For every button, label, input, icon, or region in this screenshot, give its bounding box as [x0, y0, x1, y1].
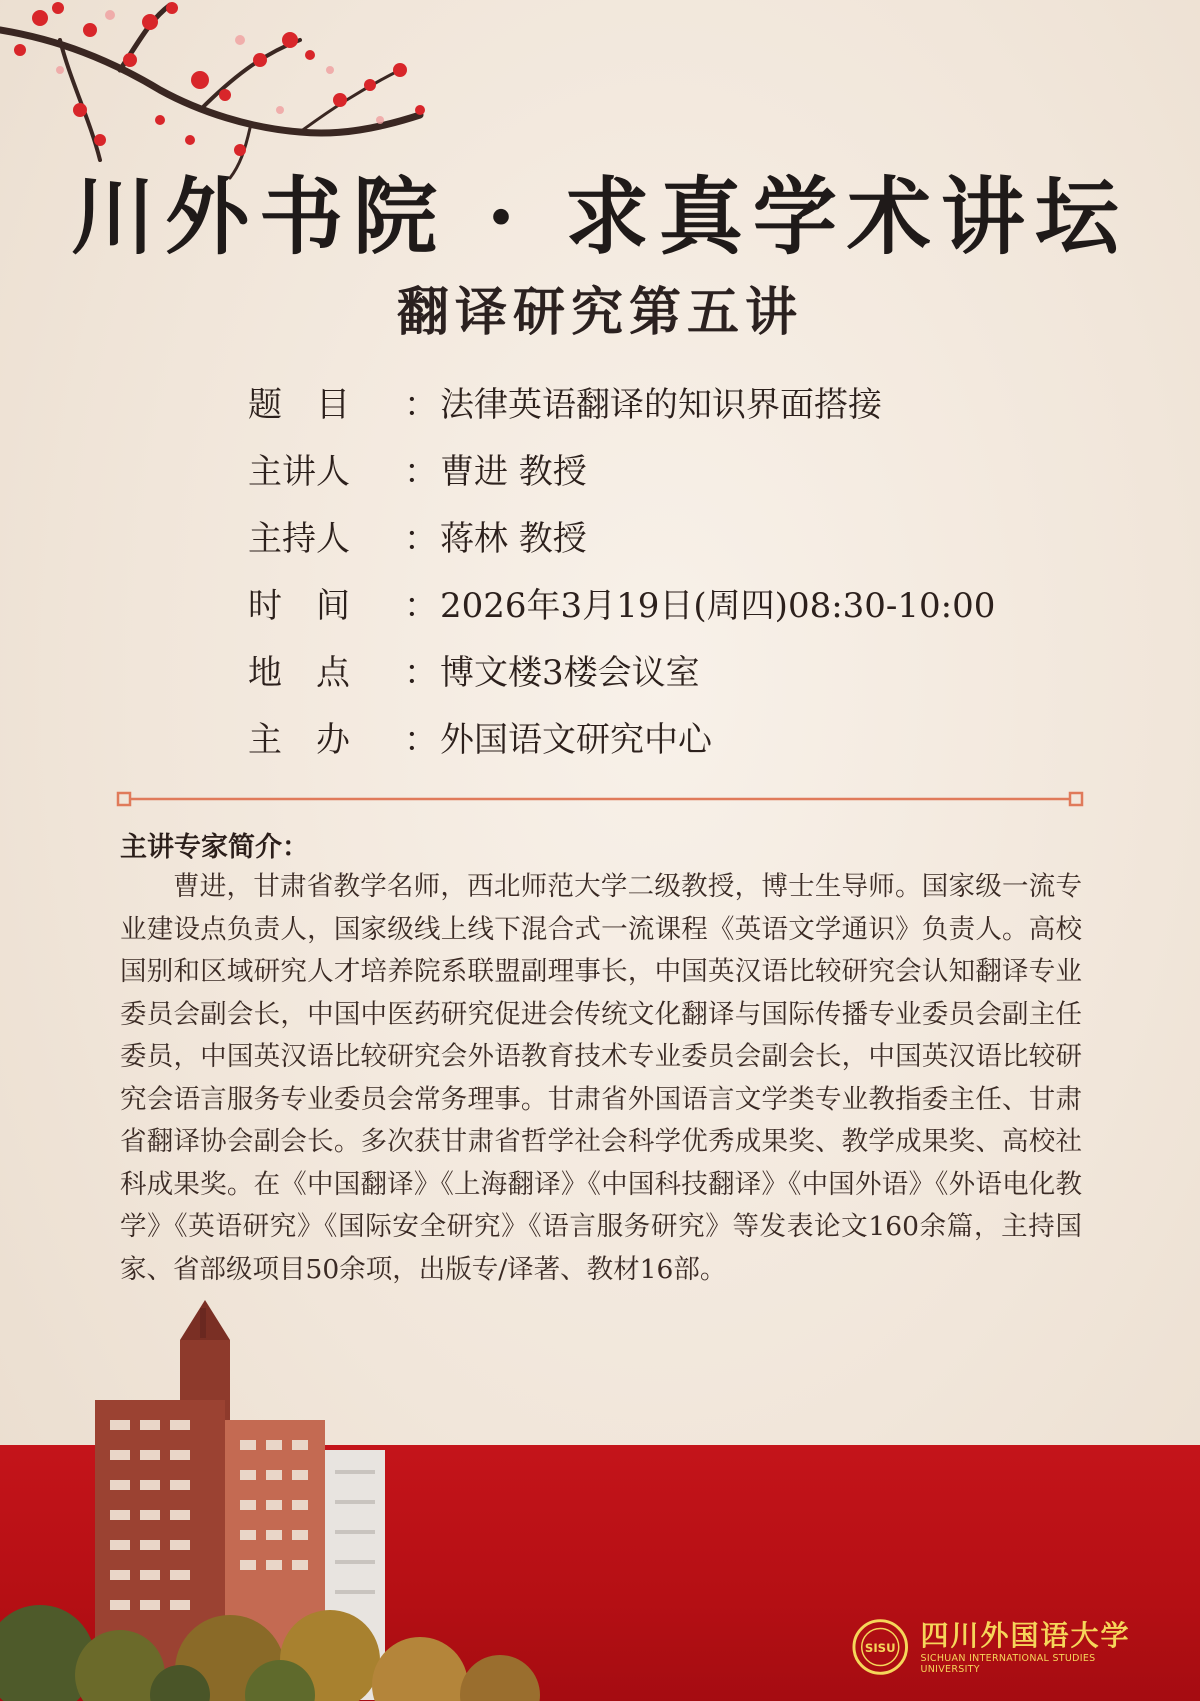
university-logo [852, 1612, 1152, 1682]
seal-text: SISU [864, 1640, 896, 1655]
main-title: 川外书院 · 求真学术讲坛 [71, 167, 1129, 266]
info-label: 题 目 [248, 385, 350, 425]
info-label: 主持人 [248, 519, 350, 559]
info-row-organizer: 主 办 ： 外国语文研究中心 [248, 703, 1108, 770]
info-label: 地 点 [248, 653, 350, 693]
info-row-speaker: 主讲人 ： 曹进 教授 [248, 435, 1108, 502]
campus-building-icon [0, 1300, 560, 1701]
sub-title: 翻译研究第五讲 [396, 282, 803, 343]
event-info [248, 368, 1108, 770]
info-row-location: 地 点 ： 博文楼3楼会议室 [248, 636, 1108, 703]
info-value: 蒋林 教授 [440, 519, 587, 559]
info-value: 博文楼3楼会议室 [440, 653, 700, 693]
bio-text: 曹进，甘肃省教学名师，西北师范大学二级教授，博士生导师。国家级一流专业建设点负责人，国家级线上线下混合式一流课程《英语文学通识》负责人。高校国别和区域研究人才培养院系联盟副理事长，中国英汉语比较研究会认知翻译专业委员会副会长，中国中医药研究促进会传统文化翻译与国际传播专业委员会副主任委员，中国英汉语比较研究会外语教育技术专业委员会副会长，中国英汉语比较研究会语言服务专业委员会常务理事。甘肃省外国语言文学类专业教指委主任、甘肃省翻译协会副会长。多次获甘肃省哲学社会科学优秀成果奖、教学成果奖、高校社科成果奖。在《中国翻译》《上海翻译》《中国科技翻译》《中国外语》《外语电化教学》《英语研究》《国际安全研究》《语言服务研究》等发表论文160余篇，主持国家、省部级项目50余项，出版专/译著、教材16部。 [120, 871, 1082, 1285]
bio-heading: 主讲专家简介： [120, 832, 309, 863]
logo-chinese-name: 四川外国语大学 [920, 1619, 1131, 1652]
logo-english-name: SICHUAN INTERNATIONAL STUDIES UNIVERSITY [920, 1653, 1096, 1675]
info-label: 时 间 [248, 586, 350, 626]
info-row-time: 时 间 ： 2026年3月19日(周四)08:30-10:00 [248, 569, 1108, 636]
info-row-host: 主持人 ： 蒋林 教授 [248, 502, 1108, 569]
info-label: 主 办 [248, 720, 350, 760]
info-value: 2026年3月19日(周四)08:30-10:00 [440, 586, 996, 626]
info-row-topic: 题 目 ： 法律英语翻译的知识界面搭接 [248, 368, 1108, 435]
info-value: 法律英语翻译的知识界面搭接 [440, 385, 882, 425]
info-label: 主讲人 [248, 452, 350, 492]
info-value: 外国语文研究中心 [440, 720, 712, 760]
divider-line [116, 788, 1084, 810]
info-value: 曹进 教授 [440, 452, 587, 492]
university-seal-icon [852, 1618, 908, 1676]
